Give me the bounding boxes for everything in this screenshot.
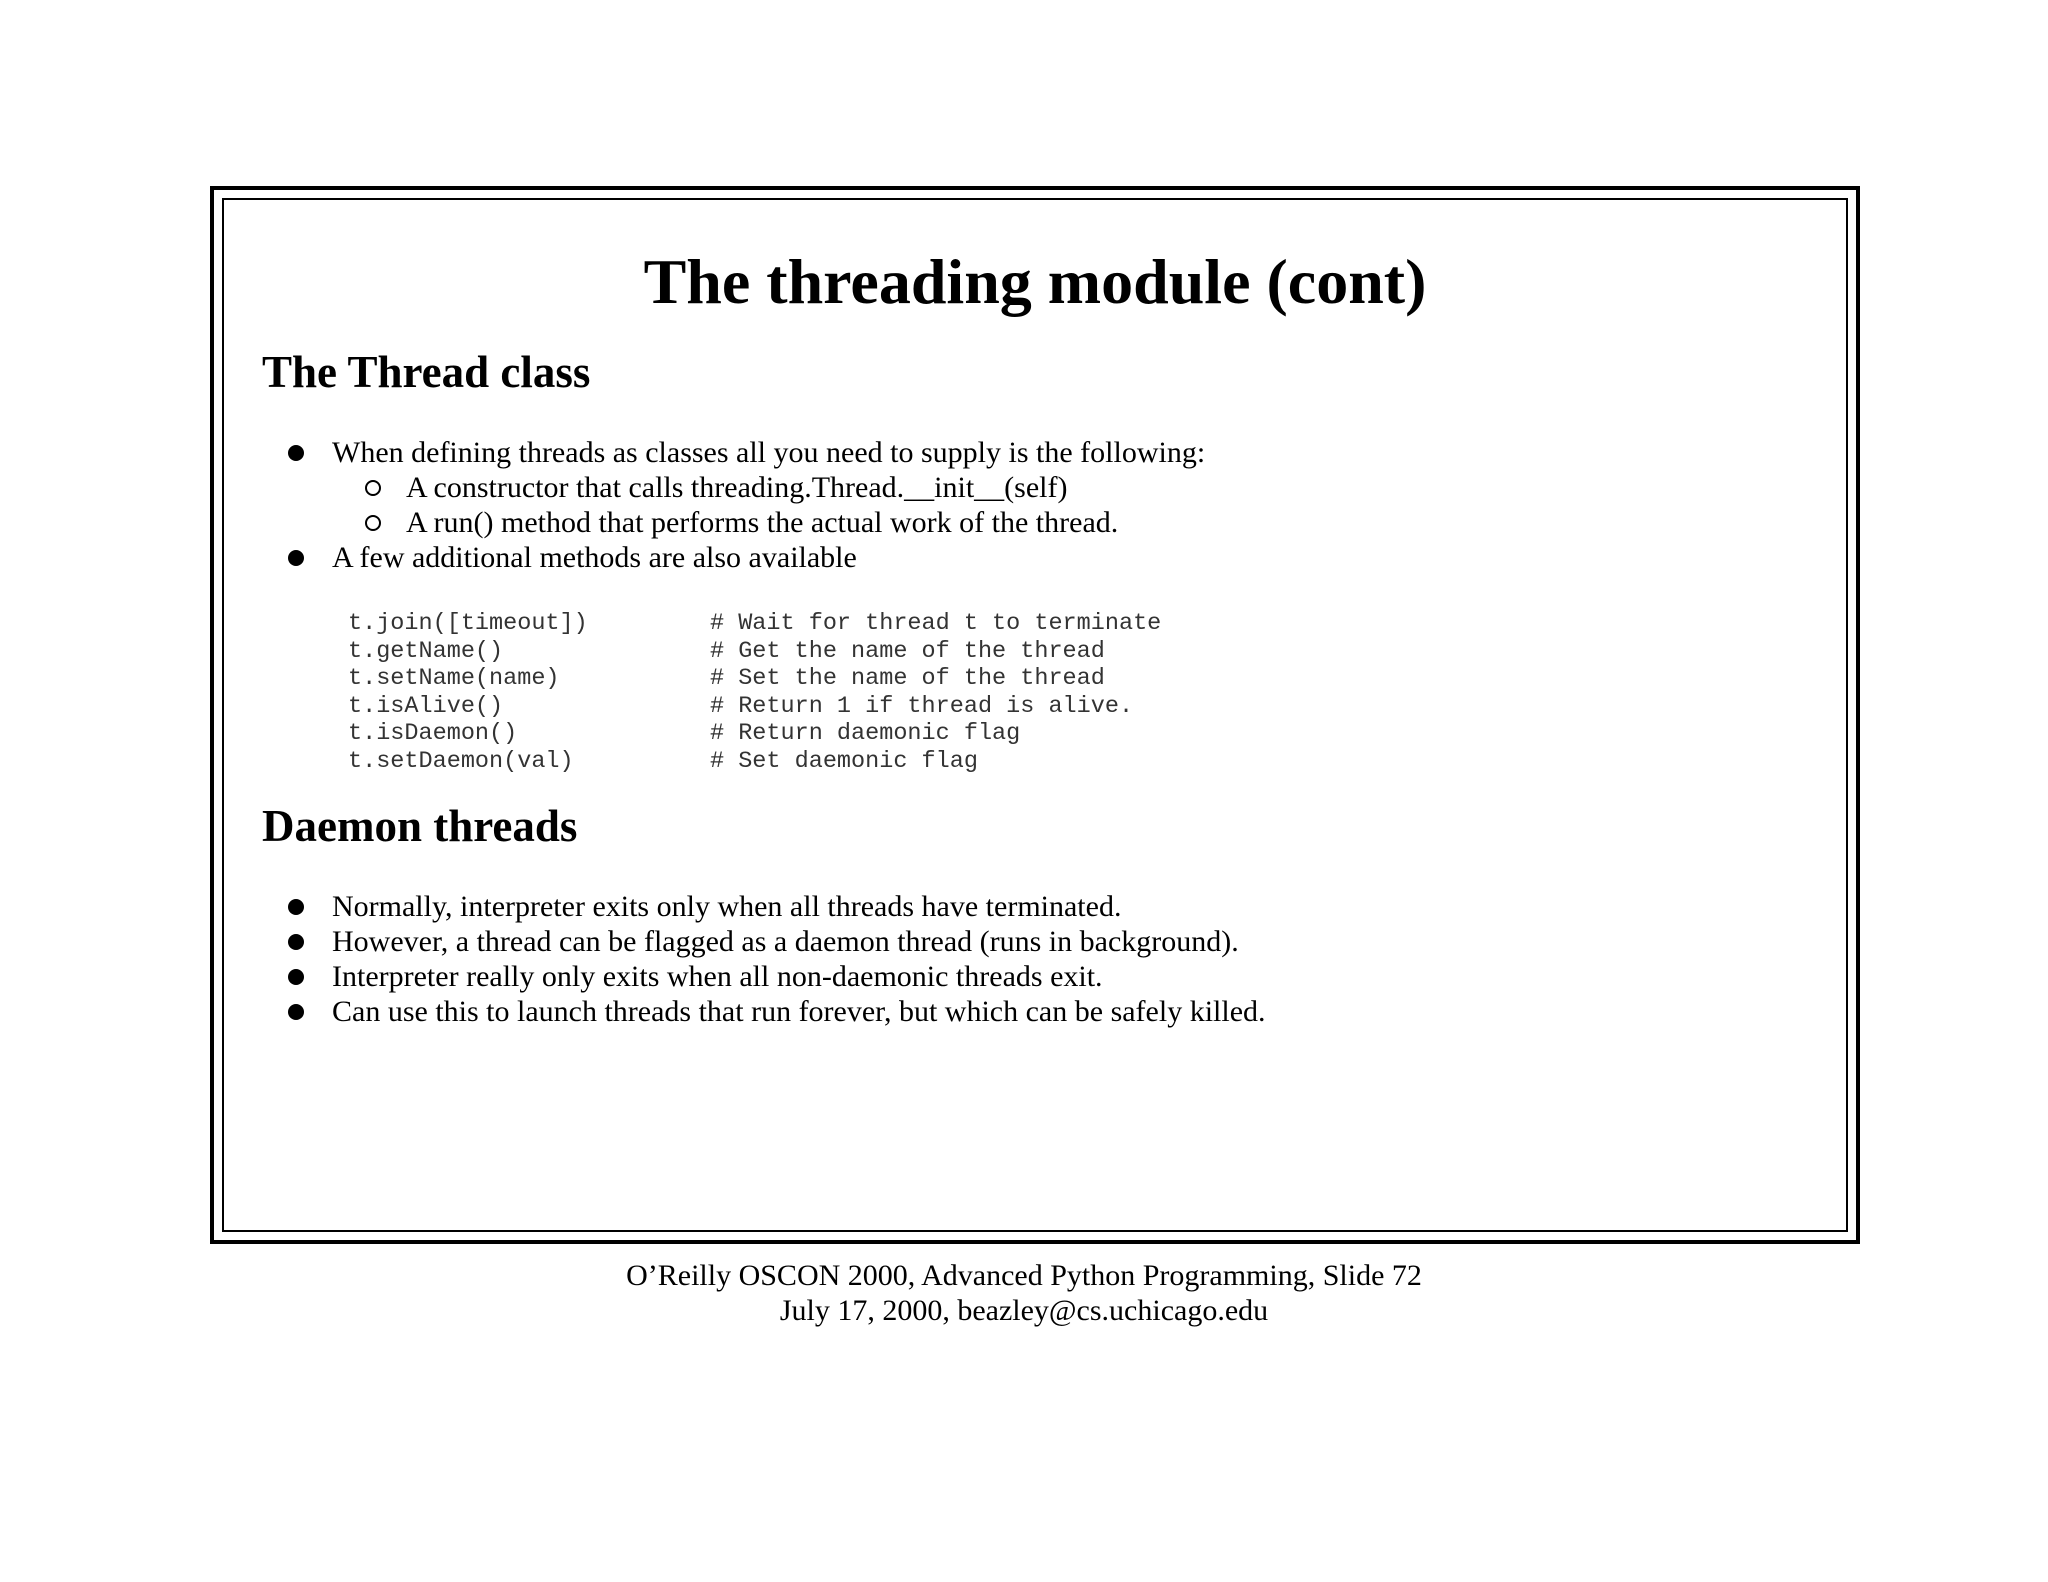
code-call: t.setDaemon(val) (348, 747, 574, 775)
list-item (284, 889, 1266, 924)
code-call: t.getName() (348, 637, 504, 665)
code-block (348, 610, 1161, 775)
list-item (284, 924, 1266, 959)
code-comment: # Return 1 if thread is alive. (710, 692, 1134, 720)
bullet-disc-icon (288, 1004, 304, 1020)
code-call: t.isAlive() (348, 692, 504, 720)
sub-list-item (284, 505, 1205, 540)
list-item (284, 540, 1205, 575)
sub-list-item (284, 470, 1205, 505)
bullet-disc-icon (288, 445, 304, 461)
section-heading-thread-class: The Thread class (262, 347, 591, 397)
footer-line-2: July 17, 2000, beazley@cs.uchicago.edu (779, 1294, 1269, 1327)
slide-title: The threading module (cont) (643, 246, 1427, 317)
bullet-circle-icon (365, 515, 381, 531)
bullet-text: When defining threads as classes all you need to supply is the following: (332, 436, 1206, 469)
code-call: t.setName(name) (348, 665, 560, 692)
thread-class-bullet-list (284, 435, 1205, 575)
daemon-threads-bullet-list (284, 889, 1266, 1029)
bullet-text: Normally, interpreter exits only when all threads have terminated. (332, 890, 1122, 923)
footer-line-1: O’Reilly OSCON 2000, Advanced Python Programming, Slide 72 (626, 1259, 1422, 1292)
code-line (348, 665, 1161, 693)
code-line (348, 720, 1161, 748)
list-item (284, 959, 1266, 994)
bullet-disc-icon (288, 969, 304, 985)
bullet-circle-icon (365, 480, 381, 496)
code-line (348, 748, 1161, 776)
section-heading-daemon-threads: Daemon threads (262, 801, 578, 851)
list-item (284, 435, 1205, 470)
code-call: t.isDaemon() (348, 720, 518, 747)
slide-frame (210, 186, 1860, 1244)
bullet-disc-icon (288, 899, 304, 915)
code-line (348, 610, 1161, 638)
slide-inner-border (222, 198, 1848, 1232)
bullet-disc-icon (288, 934, 304, 950)
code-line (348, 638, 1161, 666)
sub-bullet-text: A constructor that calls threading.Thread.__init__(self) (406, 471, 1068, 504)
code-comment: # Set daemonic flag (710, 747, 978, 775)
bullet-text: Can use this to launch threads that run forever, but which can be safely killed. (332, 995, 1266, 1028)
sub-bullet-text: A run() method that performs the actual work of the thread. (406, 506, 1119, 539)
bullet-text: However, a thread can be flagged as a daemon thread (runs in background). (332, 925, 1239, 958)
list-item (284, 994, 1266, 1029)
code-comment: # Wait for thread t to terminate (710, 610, 1162, 637)
code-call: t.join([timeout]) (348, 610, 588, 637)
code-comment: # Return daemonic flag (710, 720, 1021, 747)
slide-footer (0, 1258, 2048, 1328)
bullet-disc-icon (288, 550, 304, 566)
bullet-text: A few additional methods are also available (332, 541, 857, 574)
bullet-text: Interpreter really only exits when all non-daemonic threads exit. (332, 960, 1103, 993)
code-line (348, 693, 1161, 721)
code-comment: # Set the name of the thread (710, 665, 1105, 692)
code-comment: # Get the name of the thread (710, 637, 1105, 665)
